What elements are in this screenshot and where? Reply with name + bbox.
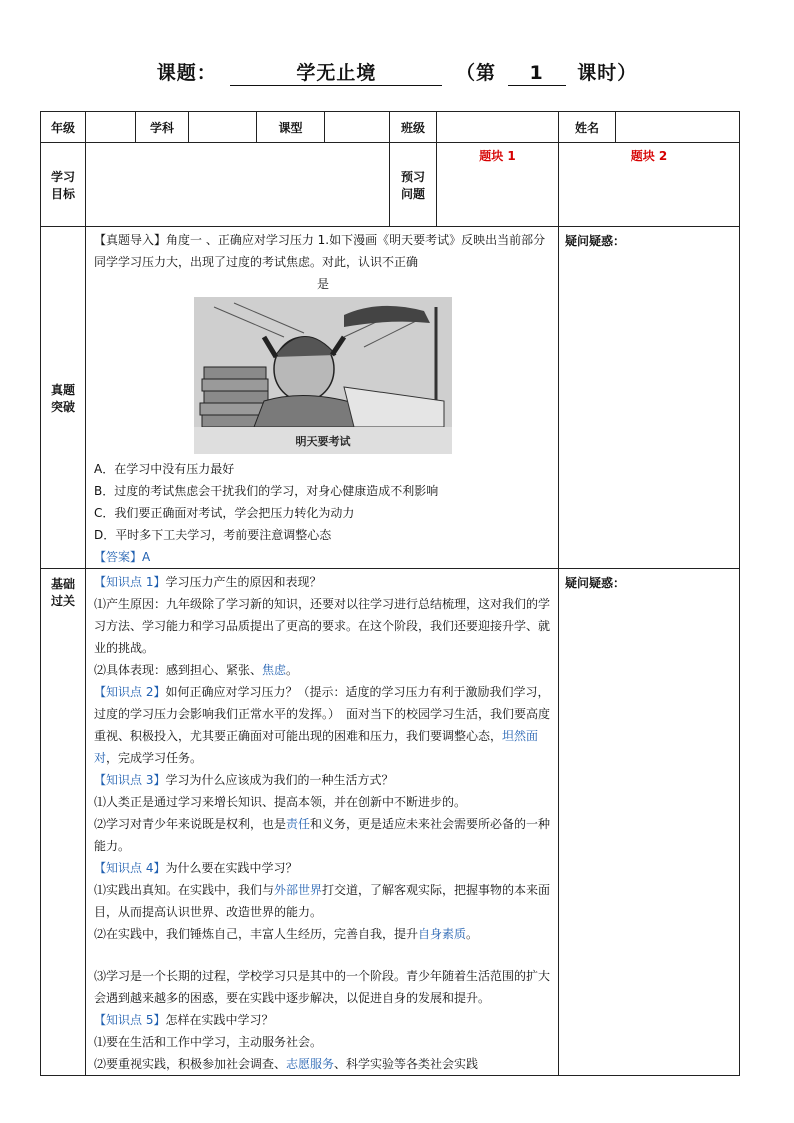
type-value: [325, 112, 390, 143]
exam-section: [41, 227, 740, 569]
cartoon-caption: 明天要考试: [295, 435, 351, 448]
knowledge-4-answer-1: ⑴实践出真知。在实践中，我们与外部世界打交道，了解客观实际，把握事物的本来面目，从而提高认识世界、改造世界的能力。: [94, 883, 551, 919]
grade-label: 年级: [41, 112, 86, 143]
lesson-number: 1: [508, 61, 566, 86]
answer: 【答案】A: [94, 550, 151, 564]
class-label: 班级: [390, 112, 437, 143]
basics-section: [41, 569, 740, 1076]
knowledge-3-answer-1: ⑴人类正是通过学习来增长知识、提高本领，并在创新中不断进步的。: [94, 795, 467, 809]
option-a: A．在学习中没有压力最好: [94, 462, 235, 476]
topic-block-2: 题块 2: [559, 143, 740, 227]
title-prefix: 课题：: [156, 62, 217, 84]
exam-doubt: 疑问疑惑：: [559, 227, 740, 569]
goal-label: 学习 目标: [41, 143, 86, 227]
exam-content: [86, 227, 559, 569]
basics-doubt: 疑问疑惑：: [559, 569, 740, 1076]
lesson-open: （第: [455, 62, 496, 84]
knowledge-5-answer-1: ⑴要在生活和工作中学习，主动服务社会。: [94, 1035, 323, 1049]
option-b: B．过度的考试焦虑会干扰我们的学习，对身心健康造成不利影响: [94, 484, 439, 498]
lesson-close: 课时）: [577, 62, 638, 84]
knowledge-4-answer-3: ⑶学习是一个长期的过程，学校学习只是其中的一个阶段。青少年随着生活范围的扩大会遇到越来越多的困惑，要在实践中逐步解决，以促进自身的发展和提升。: [94, 969, 551, 1005]
knowledge-4-answer-2: ⑵在实践中，我们锤炼自己，丰富人生经历，完善自我，提升自身素质。: [94, 927, 479, 941]
type-label: 课型: [257, 112, 325, 143]
subject-label: 学科: [136, 112, 189, 143]
exam-section-label: 真题 突破: [41, 227, 86, 569]
goals-row: [41, 143, 740, 227]
knowledge-4-question: 【知识点 4】为什么要在实践中学习？: [94, 861, 298, 875]
knowledge-3-answer-2: ⑵学习对青少年来说既是权利，也是责任和义务，更是适应未来社会需要所必备的一种能力。: [94, 817, 551, 853]
spacer: [94, 945, 552, 965]
worksheet-table: [40, 111, 740, 1076]
knowledge-5-question: 【知识点 5】怎样在实践中学习？: [94, 1013, 274, 1027]
knowledge-2: 【知识点 2】如何正确应对学习压力？（提示：适度的学习压力有利于激励我们学习，过度的学习压力会影响我们正常水平的发挥。） 面对当下的校园学习生活，我们要高度重视、积极投入，尤其要正确面对可能出现的困难和压力，我们要调整心态，坦然面对，完成学习任务。: [94, 685, 551, 765]
topic-block-1: 题块 1: [437, 143, 559, 227]
subject-value: [189, 112, 257, 143]
grade-value: [86, 112, 136, 143]
basics-section-label: 基础 过关: [41, 569, 86, 1076]
preview-label: 预习 问题: [390, 143, 437, 227]
option-d: D．平时多下工夫学习，考前要注意调整心态: [94, 528, 332, 542]
knowledge-1-answer-1: ⑴产生原因：九年级除了学习新的知识，还要对以往学习进行总结梳理，这对我们的学习方法、学习能力和学习品质提出了更高的要求。在这个阶段，我们还要迎接升学、就业的挑战。: [94, 597, 551, 655]
name-label: 姓名: [559, 112, 616, 143]
knowledge-3-question: 【知识点 3】学习为什么应该成为我们的一种生活方式？: [94, 773, 394, 787]
exam-intro: 【真题导入】角度一 、正确应对学习压力 1.如下漫画《明天要考试》反映出当前部分同学学习压力大，出现了过度的考试焦虑。对此，认识不正确: [94, 233, 546, 269]
knowledge-1-answer-2: ⑵具体表现：感到担心、紧张、焦虑。: [94, 663, 299, 677]
goal-content: [86, 143, 390, 227]
page-title: [0, 58, 794, 86]
option-c: C．我们要正确面对考试，学会把压力转化为动力: [94, 506, 355, 520]
title-topic: 学无止境: [230, 61, 442, 86]
knowledge-5-answer-2: ⑵要重视实践，积极参加社会调查、志愿服务、科学实验等各类社会实践: [94, 1057, 479, 1071]
knowledge-1-question: 【知识点 1】学习压力产生的原因和表现？: [94, 575, 322, 589]
basics-content: [86, 569, 559, 1076]
class-value: [437, 112, 559, 143]
name-value: [616, 112, 740, 143]
info-row: [41, 112, 740, 143]
exam-cartoon-image: [194, 297, 452, 454]
exam-intro-end: 是: [316, 277, 329, 291]
